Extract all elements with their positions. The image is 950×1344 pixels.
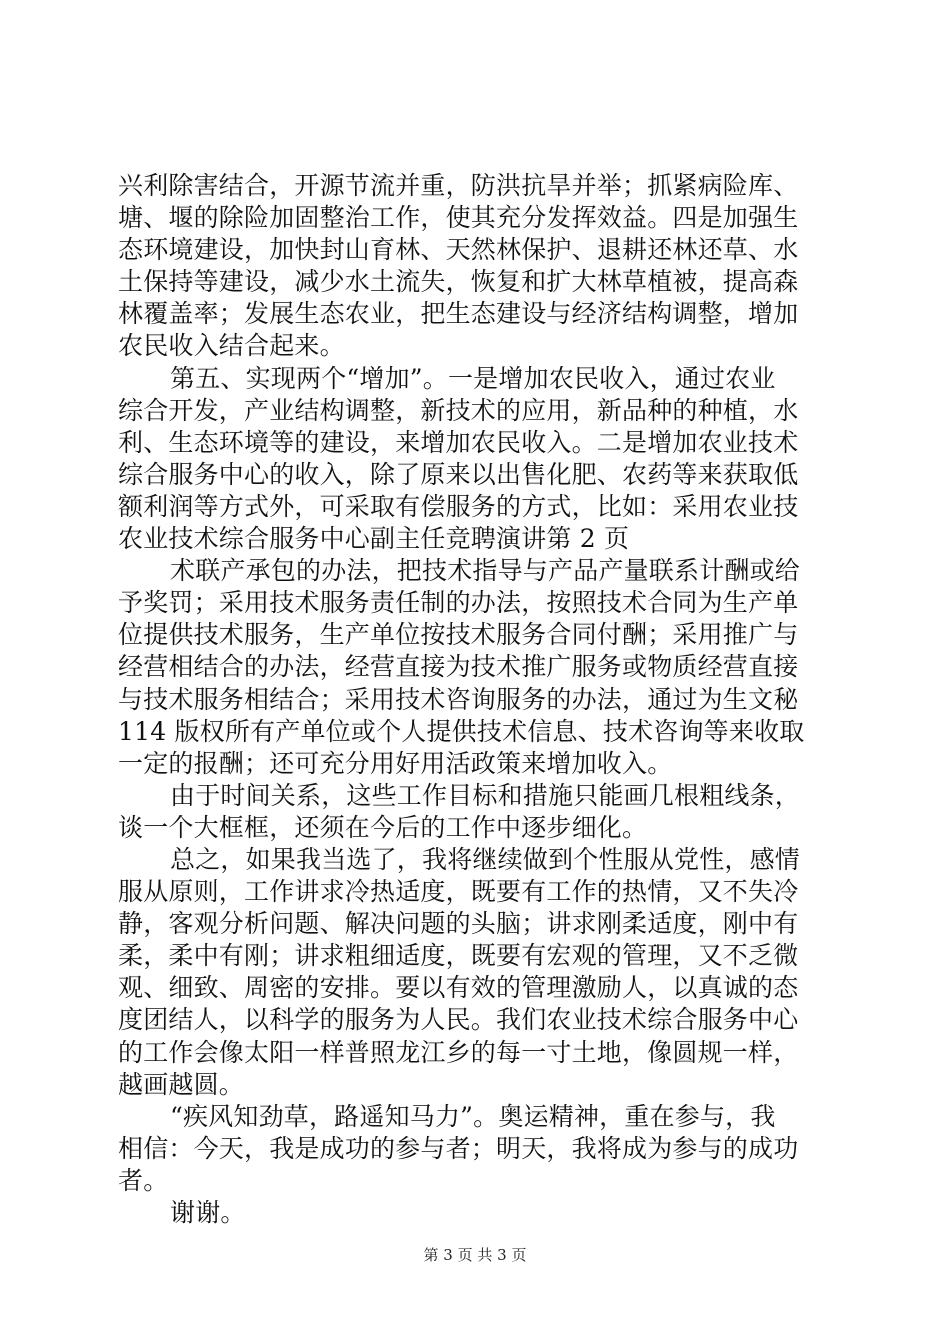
text-line: 塘、堰的除险加固整治工作，使其充分发挥效益。四是加强生 xyxy=(118,203,799,233)
text-line: 的工作会像太阳一样普照龙江乡的每一寸土地，像圆规一样， xyxy=(118,1037,799,1067)
text-line: 相信：今天，我是成功的参与者；明天，我将成为参与的成功 xyxy=(118,1133,799,1163)
text-line: 总之，如果我当选了，我将继续做到个性服从党性，感情 xyxy=(170,844,801,874)
text-line: 柔，柔中有刚；讲求粗细适度，既要有宏观的管理，又不乏微 xyxy=(118,941,799,971)
text-line: 土保持等建设，减少水土流失，恢复和扩大林草植被，提高森 xyxy=(118,267,799,297)
text-line: 越画越圆。 xyxy=(118,1069,245,1099)
text-line: 一定的报酬；还可充分用好用活政策来增加收入。 xyxy=(118,748,673,778)
text-line: 114 版权所有产单位或个人提供技术信息、技术咨询等来收取 xyxy=(118,716,805,746)
text-line: 予奖罚；采用技术服务责任制的办法，按照技术合同为生产单 xyxy=(118,588,799,618)
text-line: “疾风知劲草，路遥知马力”。奥运精神，重在参与，我 xyxy=(170,1101,776,1131)
document-body xyxy=(118,170,838,1229)
page-number-footer: 第 3 页 共 3 页 xyxy=(423,1246,527,1264)
text-line: 谢谢。 xyxy=(170,1198,246,1227)
text-line: 静，客观分析问题、解决问题的头脑；讲求刚柔适度，刚中有 xyxy=(118,909,799,939)
text-line: 谈一个大框框，还须在今后的工作中逐步细化。 xyxy=(118,812,648,842)
text-line: 由于时间关系，这些工作目标和措施只能画几根粗线条， xyxy=(170,780,801,810)
text-line: 态环境建设，加快封山育林、天然林保护、退耕还林还草、水 xyxy=(118,235,799,265)
text-line: 者。 xyxy=(118,1165,169,1195)
text-line: 兴利除害结合，开源节流并重，防洪抗旱并举；抓紧病险库、 xyxy=(118,171,799,200)
text-line: 综合服务中心的收入，除了原来以出售化肥、农药等来获取低 xyxy=(118,459,799,489)
text-line: 经营相结合的办法，经营直接为技术推广服务或物质经营直接 xyxy=(118,652,799,682)
text-line: 利、生态环境等的建设，来增加农民收入。二是增加农业技术 xyxy=(118,427,799,457)
text-line: 农民收入结合起来。 xyxy=(118,331,345,361)
text-line: 综合开发，产业结构调整，新技术的应用，新品种的种植，水 xyxy=(118,395,799,425)
text-line: 位提供技术服务，生产单位按技术服务合同付酬；采用推广与 xyxy=(118,620,799,650)
text-line: 术联产承包的办法，把技术指导与产品产量联系计酬或给 xyxy=(170,556,801,586)
text-line: 第五、实现两个“增加”。一是增加农民收入，通过农业 xyxy=(170,363,776,393)
text-line: 与技术服务相结合；采用技术咨询服务的办法，通过为生文秘 xyxy=(118,684,799,714)
text-line: 度团结人，以科学的服务为人民。我们农业技术综合服务中心 xyxy=(118,1005,799,1035)
text-line: 林覆盖率；发展生态农业，把生态建设与经济结构调整，增加 xyxy=(118,299,799,329)
text-line: 观、细致、周密的安排。要以有效的管理激励人，以真诚的态 xyxy=(118,973,799,1003)
text-line: 服从原则，工作讲求冷热适度，既要有工作的热情，又不失冷 xyxy=(118,877,799,907)
text-line: 额利润等方式外，可采取有偿服务的方式，比如：采用农业技 xyxy=(118,491,799,521)
text-line: 农业技术综合服务中心副主任竞聘演讲第 2 页 xyxy=(118,524,630,554)
